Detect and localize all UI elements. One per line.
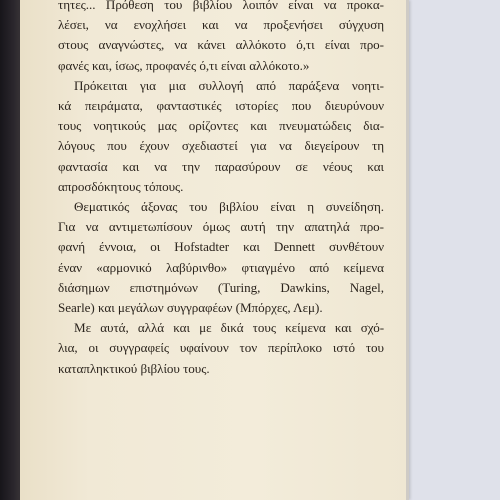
text-line: τους νοητικούς μας ορίζοντες και πνευματώδεις δια- xyxy=(58,118,384,134)
text-line: Θεματικός άξονας του βιβλίου είναι η συνείδηση. xyxy=(74,199,384,215)
text-line: κά πειράματα, φανταστικές ιστορίες που διευρύνουν xyxy=(58,98,384,114)
text-line: καταπληκτικού βιβλίου τους. xyxy=(58,360,210,376)
text-line: λέσει, να ενοχλήσει και να προξενήσει σύγχυση xyxy=(58,17,384,33)
paragraph-2 xyxy=(58,76,384,197)
text-line: Για να αντιμετωπίσουν όμως αυτή την απατηλά προ- xyxy=(58,219,384,235)
text-line: φαντασία και να την παρασύρουν σε νέους και xyxy=(58,158,384,174)
text-line: λόγους που έχουν σχεδιαστεί για να διεγείρουν τη xyxy=(58,138,384,154)
text-line: φανές και, ίσως, προφανές ό,τι είναι αλλόκοτο.» xyxy=(58,57,310,73)
paragraph-3 xyxy=(58,197,384,318)
text-line: στους αναγνώστες, να κάνει αλλόκοτο ό,τι είναι προ- xyxy=(58,37,384,53)
text-line: τητες... Πρόθεση του βιβλίου λοιπόν είναι να προκα- xyxy=(58,0,384,12)
paragraph-4 xyxy=(58,318,384,379)
book-spine xyxy=(0,0,22,500)
text-line: διάσημων επιστημόνων (Turing, Dawkins, Nagel, xyxy=(58,279,384,295)
page-text xyxy=(58,0,384,379)
text-line: απροσδόκητους τόπους. xyxy=(58,178,184,194)
paragraph-1 xyxy=(58,0,384,76)
text-line: Πρόκειται για μια συλλογή από παράξενα νοητι- xyxy=(74,77,384,93)
text-line: Με αυτά, αλλά και με δικά τους κείμενα και σχό- xyxy=(74,320,384,336)
text-line: έναν «αρμονικό λαβύρινθο» φτιαγμένο από κείμενα xyxy=(58,259,384,275)
text-line: Searle) και μεγάλων συγγραφέων (Μπόρχες, Λεμ). xyxy=(58,300,323,316)
page-edge xyxy=(406,0,409,500)
text-line: φανή έννοια, οι Hofstadter και Dennett συνθέτουν xyxy=(58,239,384,255)
text-line: λια, οι συγγραφείς υφαίνουν τον περίπλοκο ιστό του xyxy=(58,340,384,356)
